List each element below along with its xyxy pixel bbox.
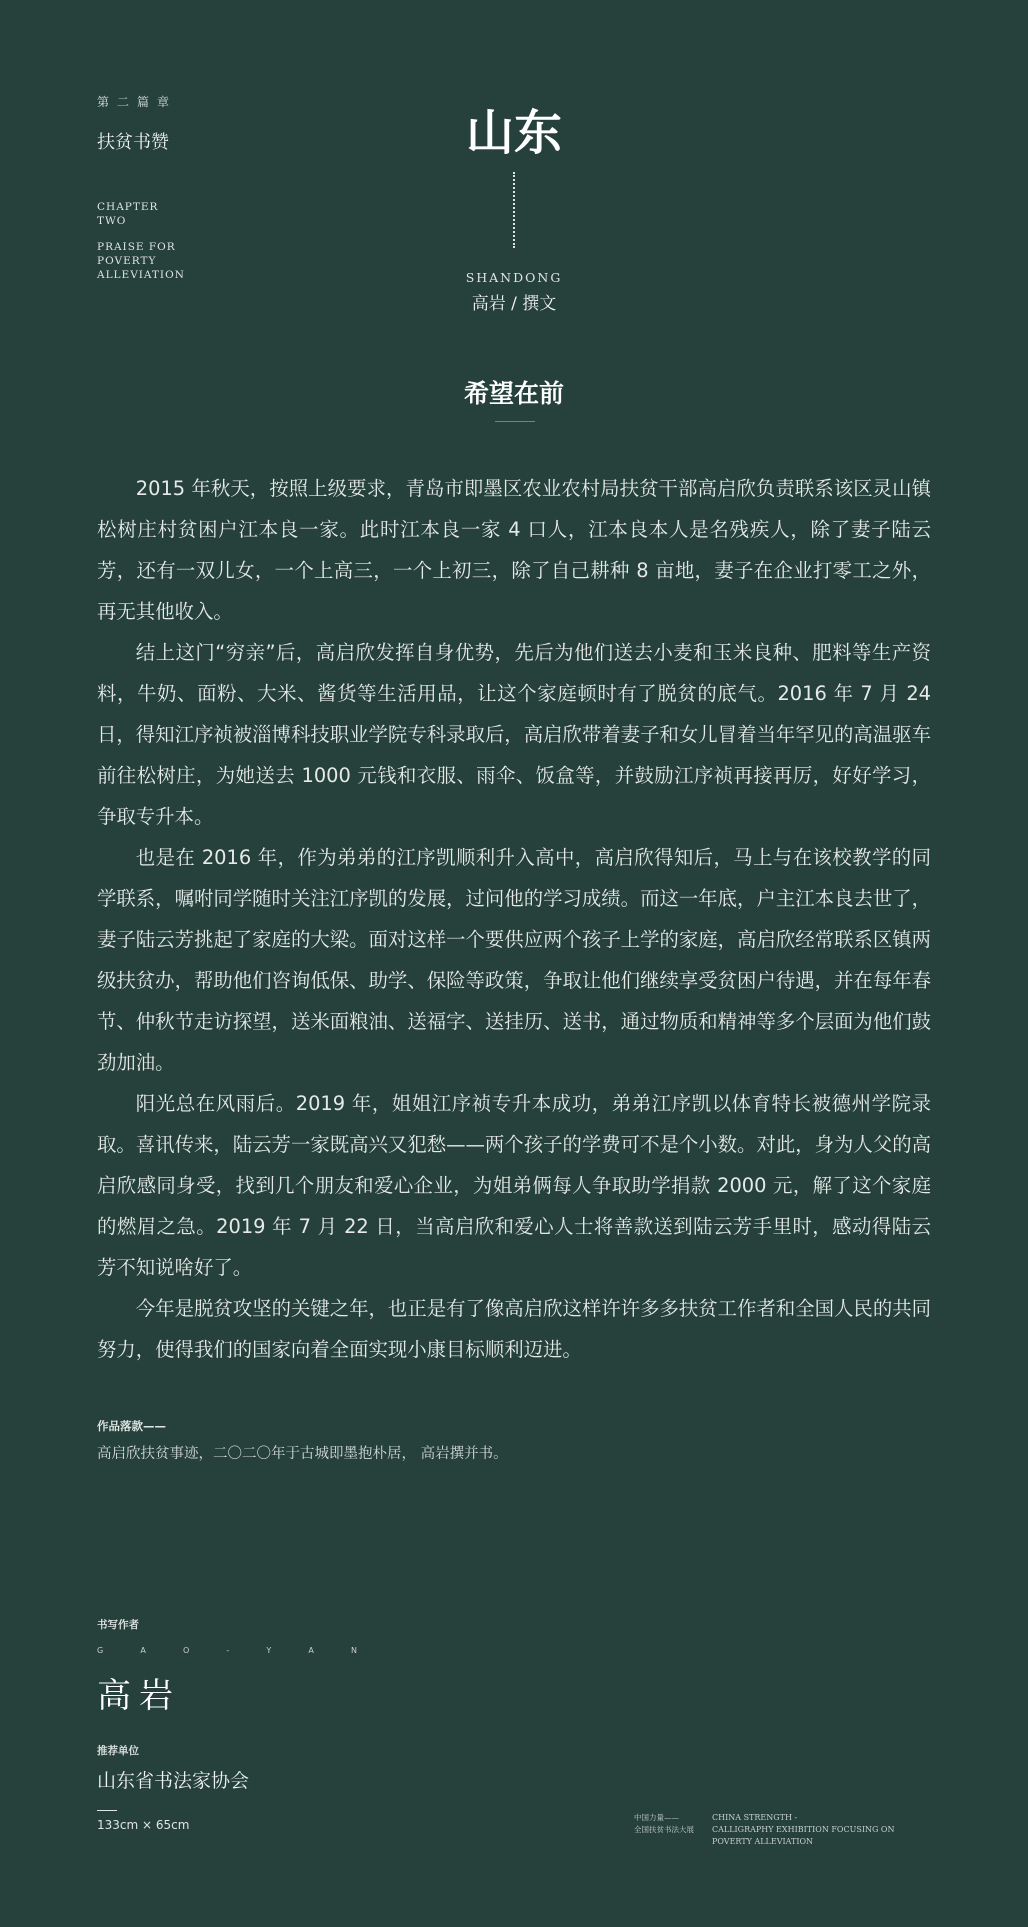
recommender-org: 山东省书法家协会 [97,1770,250,1792]
chapter-theme-en: PRAISE FOR POVERTY ALLEVIATION [97,241,185,281]
pinyin-letter: - [226,1646,230,1655]
paragraph: 结上这门“穷亲”后，高启欣发挥自身优势，先后为他们送去小麦和玉米良种、肥料等生产资料，牛奶、面粉、大米、酱货等生活用品，让这个家庭顿时有了脱贫的底气。2016 年 7 月 24 日，得知江序祯被淄博科技职业学院专科录取后，高启欣带着妻子和女儿冒着当年罕见的高温驱车前往松树庄，为她送去 1000 元钱和衣服、雨伞、饭盒等，并鼓励江序祯再接再厉，好好学习，争取专升本。 [97,641,931,828]
province-name-en: SHANDONG [465,270,563,285]
colophon-label: 作品落款—— [97,1419,166,1433]
paragraph: 也是在 2016 年，作为弟弟的江序凯顺利升入高中，高启欣得知后，马上与在该校教学的同学联系，嘱咐同学随时关注江序凯的发展，过问他的学习成绩。而这一年底，户主江本良去世了，妻子陆云芳挑起了家庭的大梁。面对这样一个要供应两个孩子上学的家庭，高启欣经常联系区镇两级扶贫办，帮助他们咨询低保、助学、保险等政策，争取让他们继续享受贫困户待遇，并在每年春节、仲秋节走访探望，送米面粮油、送福字、送挂历、送书，通过物质和精神等多个层面为他们鼓劲加油。 [97,846,931,1074]
pinyin-letter: O [182,1646,190,1655]
writer-name: 高岩 [97,1676,181,1716]
artwork-size: 133cm × 65cm [97,1818,190,1832]
dotted-divider [513,172,515,248]
paragraph: 2015 年秋天，按照上级要求，青岛市即墨区农业农村局扶贫干部高启欣负责联系该区灵山镇松树庄村贫困户江本良一家。此时江本良一家 4 口人，江本良本人是名残疾人，除了妻子陆云芳，还有一双儿女，一个上高三，一个上初三，除了自己耕种 8 亩地，妻子在企业打零工之外，再无其他收入。 [97,477,931,623]
paragraph: 今年是脱贫攻坚的关键之年，也正是有了像高启欣这样许许多多扶贫工作者和全国人民的共同努力，使得我们的国家向着全面实现小康目标顺利迈进。 [97,1297,931,1361]
pinyin-letter: G [97,1646,104,1655]
recommender-label: 推荐单位 [97,1745,139,1757]
province-title: 山东 [465,105,562,161]
author-credit: 高岩 / 撰文 [471,294,557,314]
colophon-text: 高启欣扶贫事迹，二〇二〇年于古城即墨抱朴居， 高岩撰并书。 [97,1446,508,1462]
article-body [97,468,931,1370]
chapter-label-en: CHAPTER TWO [97,201,159,227]
title-underline [495,421,535,422]
exhibition-name-cn: 中国力量—— 全国扶贫书法大展 [634,1813,694,1834]
writer-label: 书写作者 [97,1619,139,1631]
article-title: 希望在前 [463,379,564,408]
pinyin-letter: Y [266,1646,272,1655]
pinyin-letter: N [351,1646,357,1655]
chapter-subtitle: 扶贫书赞 [97,132,169,153]
writer-pinyin [97,1646,357,1655]
exhibition-name-en: CHINA STRENGTH - CALLIGRAPHY EXHIBITION FOCUSING ON POVERTY ALLEVIATION [712,1813,895,1846]
size-divider [97,1810,117,1811]
pinyin-letter: A [140,1646,146,1655]
chapter-number: 第二篇章 [97,95,178,109]
pinyin-letter: A [308,1646,314,1655]
paragraph: 阳光总在风雨后。2019 年，姐姐江序祯专升本成功，弟弟江序凯以体育特长被德州学院录取。喜讯传来，陆云芳一家既高兴又犯愁——两个孩子的学费可不是个小数。对此，身为人父的高启欣感同身受，找到几个朋友和爱心企业，为姐弟俩每人争取助学捐款 2000 元，解了这个家庭的燃眉之急。2019 年 7 月 22 日，当高启欣和爱心人士将善款送到陆云芳手里时，感动得陆云芳不知说啥好了。 [97,1092,931,1279]
